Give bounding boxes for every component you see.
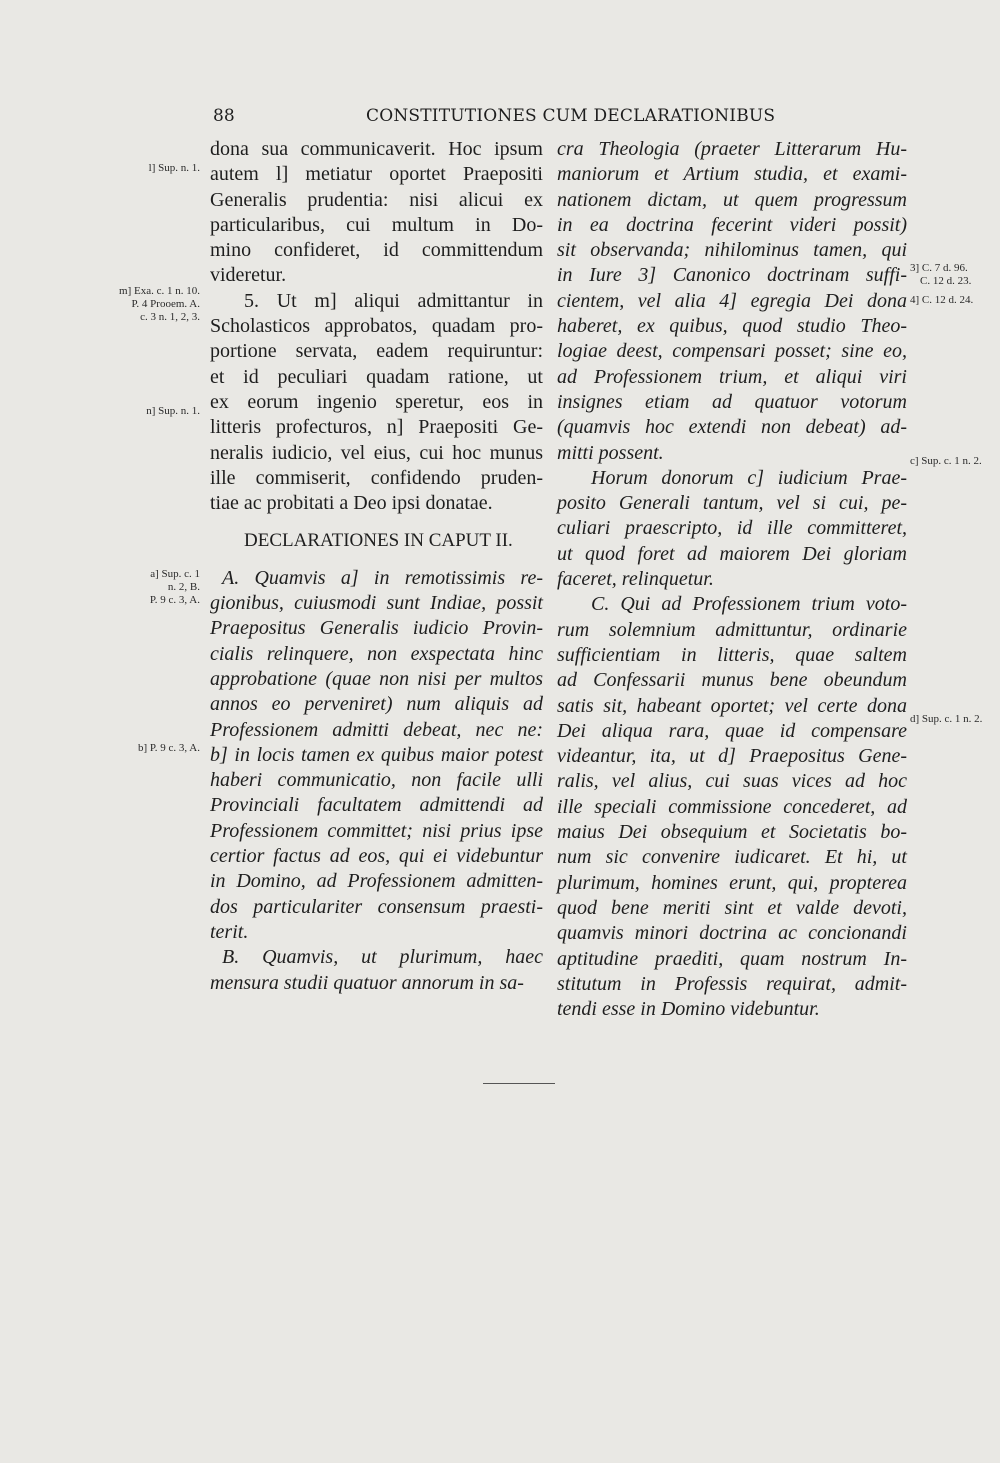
text-line: in Iure 3] Canonico doctrinam suffi- <box>557 264 907 287</box>
text-line: b] in locis tamen ex quibus maior potest <box>210 743 543 766</box>
text-line: cialis relinquere, non exspectata hinc <box>210 642 543 665</box>
text-line: 5. Ut m] aliqui admittantur in <box>244 289 543 312</box>
text-line: Generalis prudentia: nisi alicui ex <box>210 188 543 211</box>
margin-note-a-line: P. 9 c. 3, A. <box>149 594 200 606</box>
margin-note-m-line: c. 3 n. 1, 2, 3. <box>140 311 200 323</box>
text-line: ralis, vel alius, cui suas vices ad hoc <box>557 770 907 793</box>
margin-note-a <box>100 568 200 607</box>
text-line: Scholasticos approbatos, quadam pro- <box>210 315 543 338</box>
text-line: culiari praescripto, id ille committeret, <box>557 517 907 540</box>
text-line: dona sua communicaverit. Hoc ipsum <box>210 138 543 160</box>
text-line: dos particulariter consensum praesti- <box>210 895 543 918</box>
text-line: sit observanda; nihilominus tamen, qui <box>557 239 907 262</box>
text-line: mitti possent. <box>557 441 664 464</box>
text-line: Horum donorum c] iudicium Prae- <box>591 466 907 489</box>
text-line: et id peculiari quadam ratione, ut <box>210 365 543 388</box>
text-line: B. Quamvis, ut plurimum, haec <box>222 946 543 969</box>
margin-note-4: 4] C. 12 d. 24. <box>910 294 974 306</box>
text-line: logiae deest, compensari posset; sine eo, <box>557 340 907 363</box>
text-line: autem l] metiatur oportet Praepositi <box>210 163 543 186</box>
text-line: num sic convenire iudicaret. Et hi, ut <box>557 846 907 869</box>
margin-note-l: l] Sup. n. 1. <box>148 162 200 174</box>
text-line: videantur, ita, ut d] Praepositus Gene- <box>557 745 907 768</box>
margin-note-a-line: n. 2, B. <box>167 581 200 593</box>
text-line: mensura studii quatuor annorum in sa- <box>210 971 524 994</box>
text-line: quamvis minori doctrina ac concionandi <box>557 922 907 945</box>
text-line: litteris profecturos, n] Praepositi Ge- <box>210 416 543 439</box>
text-line: in ea doctrina fecerint videri possit) <box>557 213 907 236</box>
text-line: Dei aliqua rara, quae id compensare <box>557 719 907 742</box>
text-line: mino confideret, id committendum <box>210 239 543 262</box>
margin-note-n: n] Sup. n. 1. <box>146 405 200 417</box>
running-title: CONSTITUTIONES CUM DECLARATIONIBUS <box>366 106 776 126</box>
text-line: ut quod foret ad maiorem Dei gloriam <box>557 542 907 565</box>
text-line: (quamvis hoc extendi non debeat) ad- <box>557 416 907 439</box>
text-line: aptitudine praediti, quam nostrum In- <box>557 947 907 970</box>
text-line: faceret, relinquetur. <box>557 568 714 591</box>
text-line: ad Professionem trium, et aliqui viri <box>557 365 907 388</box>
text-line: cientem, vel alia 4] egregia Dei dona <box>557 289 907 312</box>
text-line: stitutum in Professis requirat, admit- <box>557 972 907 995</box>
right-text-column <box>557 137 907 1022</box>
margin-note-3-line: C. 12 d. 23. <box>920 275 972 287</box>
text-line: in Domino, ad Professionem admitten- <box>210 870 543 893</box>
text-line: ex eorum ingenio speretur, eos in <box>210 390 543 413</box>
text-line: ad Confessarii munus bene obeundum <box>557 669 907 692</box>
text-line: gionibus, cuiusmodi sunt Indiae, possit <box>210 592 543 615</box>
text-line: annos eo perveniret) num aliquis ad <box>210 693 543 716</box>
text-line: portione servata, eadem requiruntur: <box>210 340 543 363</box>
section-heading: DECLARATIONES IN CAPUT II. <box>244 530 513 552</box>
declaration-b <box>210 945 543 996</box>
margin-note-d: d] Sup. c. 1 n. 2. <box>910 713 983 725</box>
text-line: ille commiserit, confidendo pruden- <box>210 466 543 489</box>
declaration-c <box>557 592 907 1022</box>
text-line: rum solemnium admittuntur, ordinarie <box>557 618 907 641</box>
paragraph-continuation <box>210 137 543 289</box>
text-line: certior factus ad eos, qui ei videbuntur <box>210 845 543 868</box>
left-text-column <box>210 137 543 996</box>
text-line: quod bene meriti sint et valde devoti, <box>557 896 907 919</box>
text-line: maius Dei obsequium et Societatis bo- <box>557 821 907 844</box>
margin-note-m-line: P. 4 Prooem. A. <box>131 298 200 310</box>
text-line: tiae ac probitati a Deo ipsi donatae. <box>210 492 493 515</box>
declaration-a <box>210 566 543 945</box>
end-rule <box>483 1083 555 1084</box>
text-line: Provinciali facultatem admittendi ad <box>210 794 543 817</box>
text-line: Praepositus Generalis iudicio Provin- <box>210 617 543 640</box>
margin-note-a-line: a] Sup. c. 1 <box>150 568 200 580</box>
margin-note-3-line: 3] C. 7 d. 96. <box>910 262 968 274</box>
page-number: 88 <box>213 106 235 126</box>
declaration-b-continued <box>557 137 907 466</box>
margin-note-3 <box>910 262 998 288</box>
margin-note-m <box>100 285 200 324</box>
text-line: satis sit, habeant oportet; vel certe dona <box>557 694 907 717</box>
text-line: maniorum et Artium studia, et exami- <box>557 163 907 186</box>
text-line: terit. <box>210 920 249 943</box>
text-line: particularibus, cui multum in Do- <box>210 213 543 236</box>
margin-note-c: c] Sup. c. 1 n. 2. <box>910 455 982 467</box>
horum-donorum-paragraph <box>557 466 907 592</box>
text-line: C. Qui ad Professionem trium voto- <box>591 593 907 616</box>
paragraph-5 <box>210 289 543 517</box>
text-line: haberet, ex quibus, quod studio Theo- <box>557 315 907 338</box>
text-line: videretur. <box>210 264 287 287</box>
text-line: plurimum, homines erunt, qui, propterea <box>557 871 907 894</box>
text-line: sufficientiam in litteris, quae saltem <box>557 643 907 666</box>
text-line: nationem dictam, ut quem progressum <box>557 188 907 211</box>
text-line: insignes etiam ad quatuor votorum <box>557 390 907 413</box>
text-line: tendi esse in Domino videbuntur. <box>557 998 820 1021</box>
text-line: Professionem committet; nisi prius ipse <box>210 819 543 842</box>
text-line: A. Quamvis a] in remotissimis re- <box>222 566 543 589</box>
text-line: cra Theologia (praeter Litterarum Hu- <box>557 138 907 160</box>
text-line: neralis iudicio, vel eius, cui hoc munus <box>210 441 543 464</box>
text-line: haberi communicatio, non facile ulli <box>210 769 543 792</box>
text-line: ille speciali commissione concederet, ad <box>557 795 907 818</box>
margin-note-m-line: m] Exa. c. 1 n. 10. <box>119 285 200 297</box>
text-line: posito Generali tantum, vel si cui, pe- <box>557 492 907 515</box>
margin-note-b: b] P. 9 c. 3, A. <box>137 742 200 754</box>
text-line: approbatione (quae non nisi per multos <box>210 667 543 690</box>
text-line: Professionem admitti debeat, nec ne: <box>210 718 543 741</box>
